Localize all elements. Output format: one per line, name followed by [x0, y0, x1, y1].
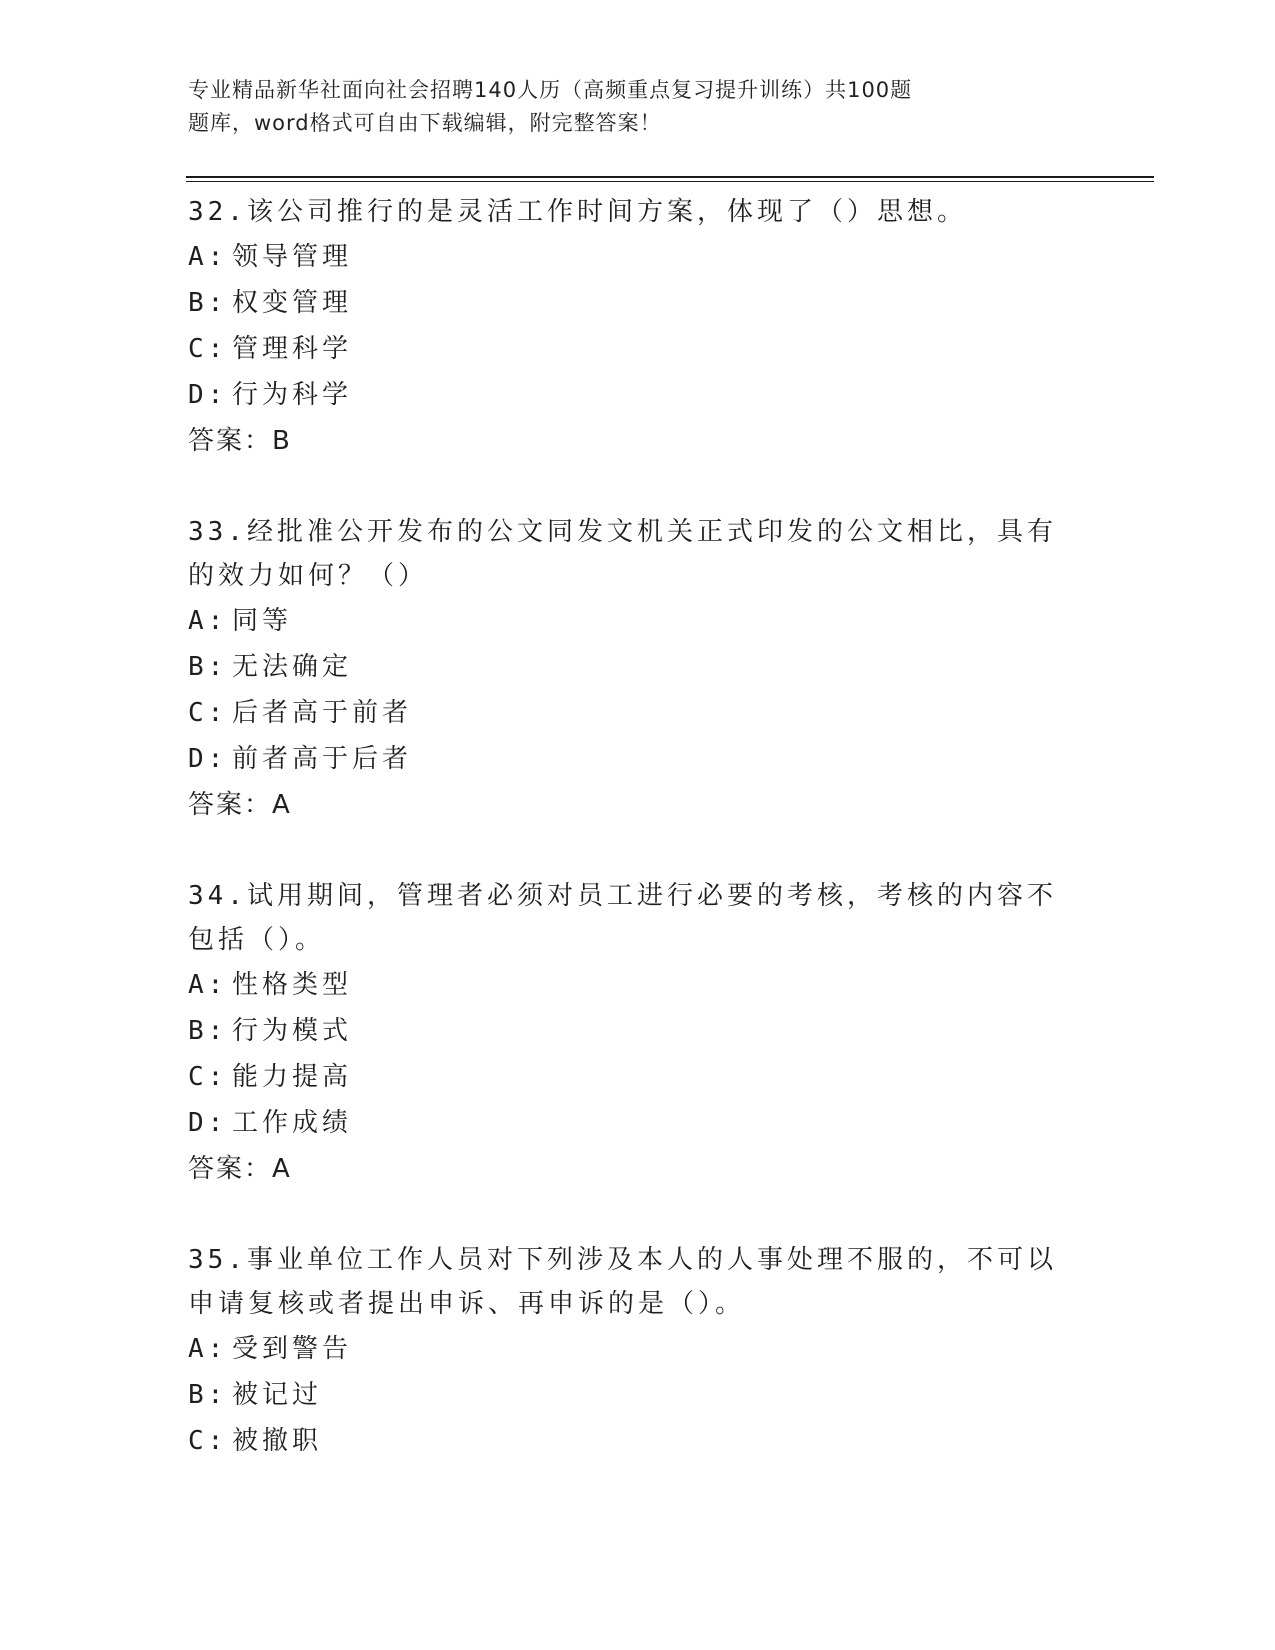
- header-divider-thick: [186, 176, 1154, 178]
- option-d: [188, 372, 1068, 418]
- option-letter: C:: [188, 1426, 228, 1456]
- question-34: [188, 874, 1068, 1192]
- option-text: 被撤职: [232, 1426, 323, 1456]
- option-text: 被记过: [232, 1380, 323, 1410]
- option-b: [188, 644, 1068, 690]
- option-letter: A:: [188, 1334, 228, 1364]
- option-text: 性格类型: [232, 970, 353, 1000]
- option-text: 前者高于后者: [232, 744, 413, 774]
- option-c: [188, 326, 1068, 372]
- option-letter: D:: [188, 744, 228, 774]
- document-header: [188, 74, 1068, 140]
- option-text: 领导管理: [232, 242, 353, 272]
- question-35: [188, 1238, 1068, 1464]
- option-letter: B:: [188, 288, 228, 318]
- option-letter: C:: [188, 1062, 228, 1092]
- question-33: [188, 510, 1068, 828]
- option-text: 同等: [232, 606, 293, 636]
- option-c: [188, 1054, 1068, 1100]
- option-a: [188, 598, 1068, 644]
- option-b: [188, 1372, 1068, 1418]
- option-b: [188, 280, 1068, 326]
- option-text: 无法确定: [232, 652, 353, 682]
- option-d: [188, 736, 1068, 782]
- option-letter: C:: [188, 334, 228, 364]
- option-text: 后者高于前者: [232, 698, 413, 728]
- question-stem: 32.该公司推行的是灵活工作时间方案，体现了（）思想。: [188, 197, 967, 227]
- question-list: [188, 190, 1068, 1510]
- question-stem: 34.试用期间，管理者必须对员工进行必要的考核，考核的内容不包括（）。: [188, 881, 1057, 955]
- option-text: 受到警告: [232, 1334, 353, 1364]
- option-letter: D:: [188, 1108, 228, 1138]
- option-c: [188, 1418, 1068, 1464]
- question-32: [188, 190, 1068, 464]
- option-text: 工作成绩: [232, 1108, 353, 1138]
- option-letter: B:: [188, 1380, 228, 1410]
- option-a: [188, 234, 1068, 280]
- answer-line: 答案：A: [188, 790, 292, 820]
- option-letter: A:: [188, 970, 228, 1000]
- option-letter: B:: [188, 1016, 228, 1046]
- option-letter: A:: [188, 606, 228, 636]
- option-letter: B:: [188, 652, 228, 682]
- option-b: [188, 1008, 1068, 1054]
- option-a: [188, 1326, 1068, 1372]
- option-a: [188, 962, 1068, 1008]
- option-text: 行为模式: [232, 1016, 353, 1046]
- option-letter: A:: [188, 242, 228, 272]
- question-stem: 33.经批准公开发布的公文同发文机关正式印发的公文相比，具有的效力如何？（）: [188, 517, 1057, 591]
- question-stem: 35.事业单位工作人员对下列涉及本人的人事处理不服的，不可以申请复核或者提出申诉、再申诉的是（）。: [188, 1245, 1057, 1319]
- option-letter: C:: [188, 698, 228, 728]
- option-letter: D:: [188, 380, 228, 410]
- option-text: 权变管理: [232, 288, 353, 318]
- option-text: 管理科学: [232, 334, 353, 364]
- option-d: [188, 1100, 1068, 1146]
- header-line-2: 题库，word格式可自由下载编辑，附完整答案！: [188, 111, 662, 135]
- answer-line: 答案：B: [188, 426, 292, 456]
- option-text: 能力提高: [232, 1062, 353, 1092]
- header-line-1: 专业精品新华社面向社会招聘140人历（高频重点复习提升训练）共100题: [188, 78, 913, 102]
- option-c: [188, 690, 1068, 736]
- header-divider-thin: [186, 181, 1154, 182]
- option-text: 行为科学: [232, 380, 353, 410]
- answer-line: 答案：A: [188, 1154, 292, 1184]
